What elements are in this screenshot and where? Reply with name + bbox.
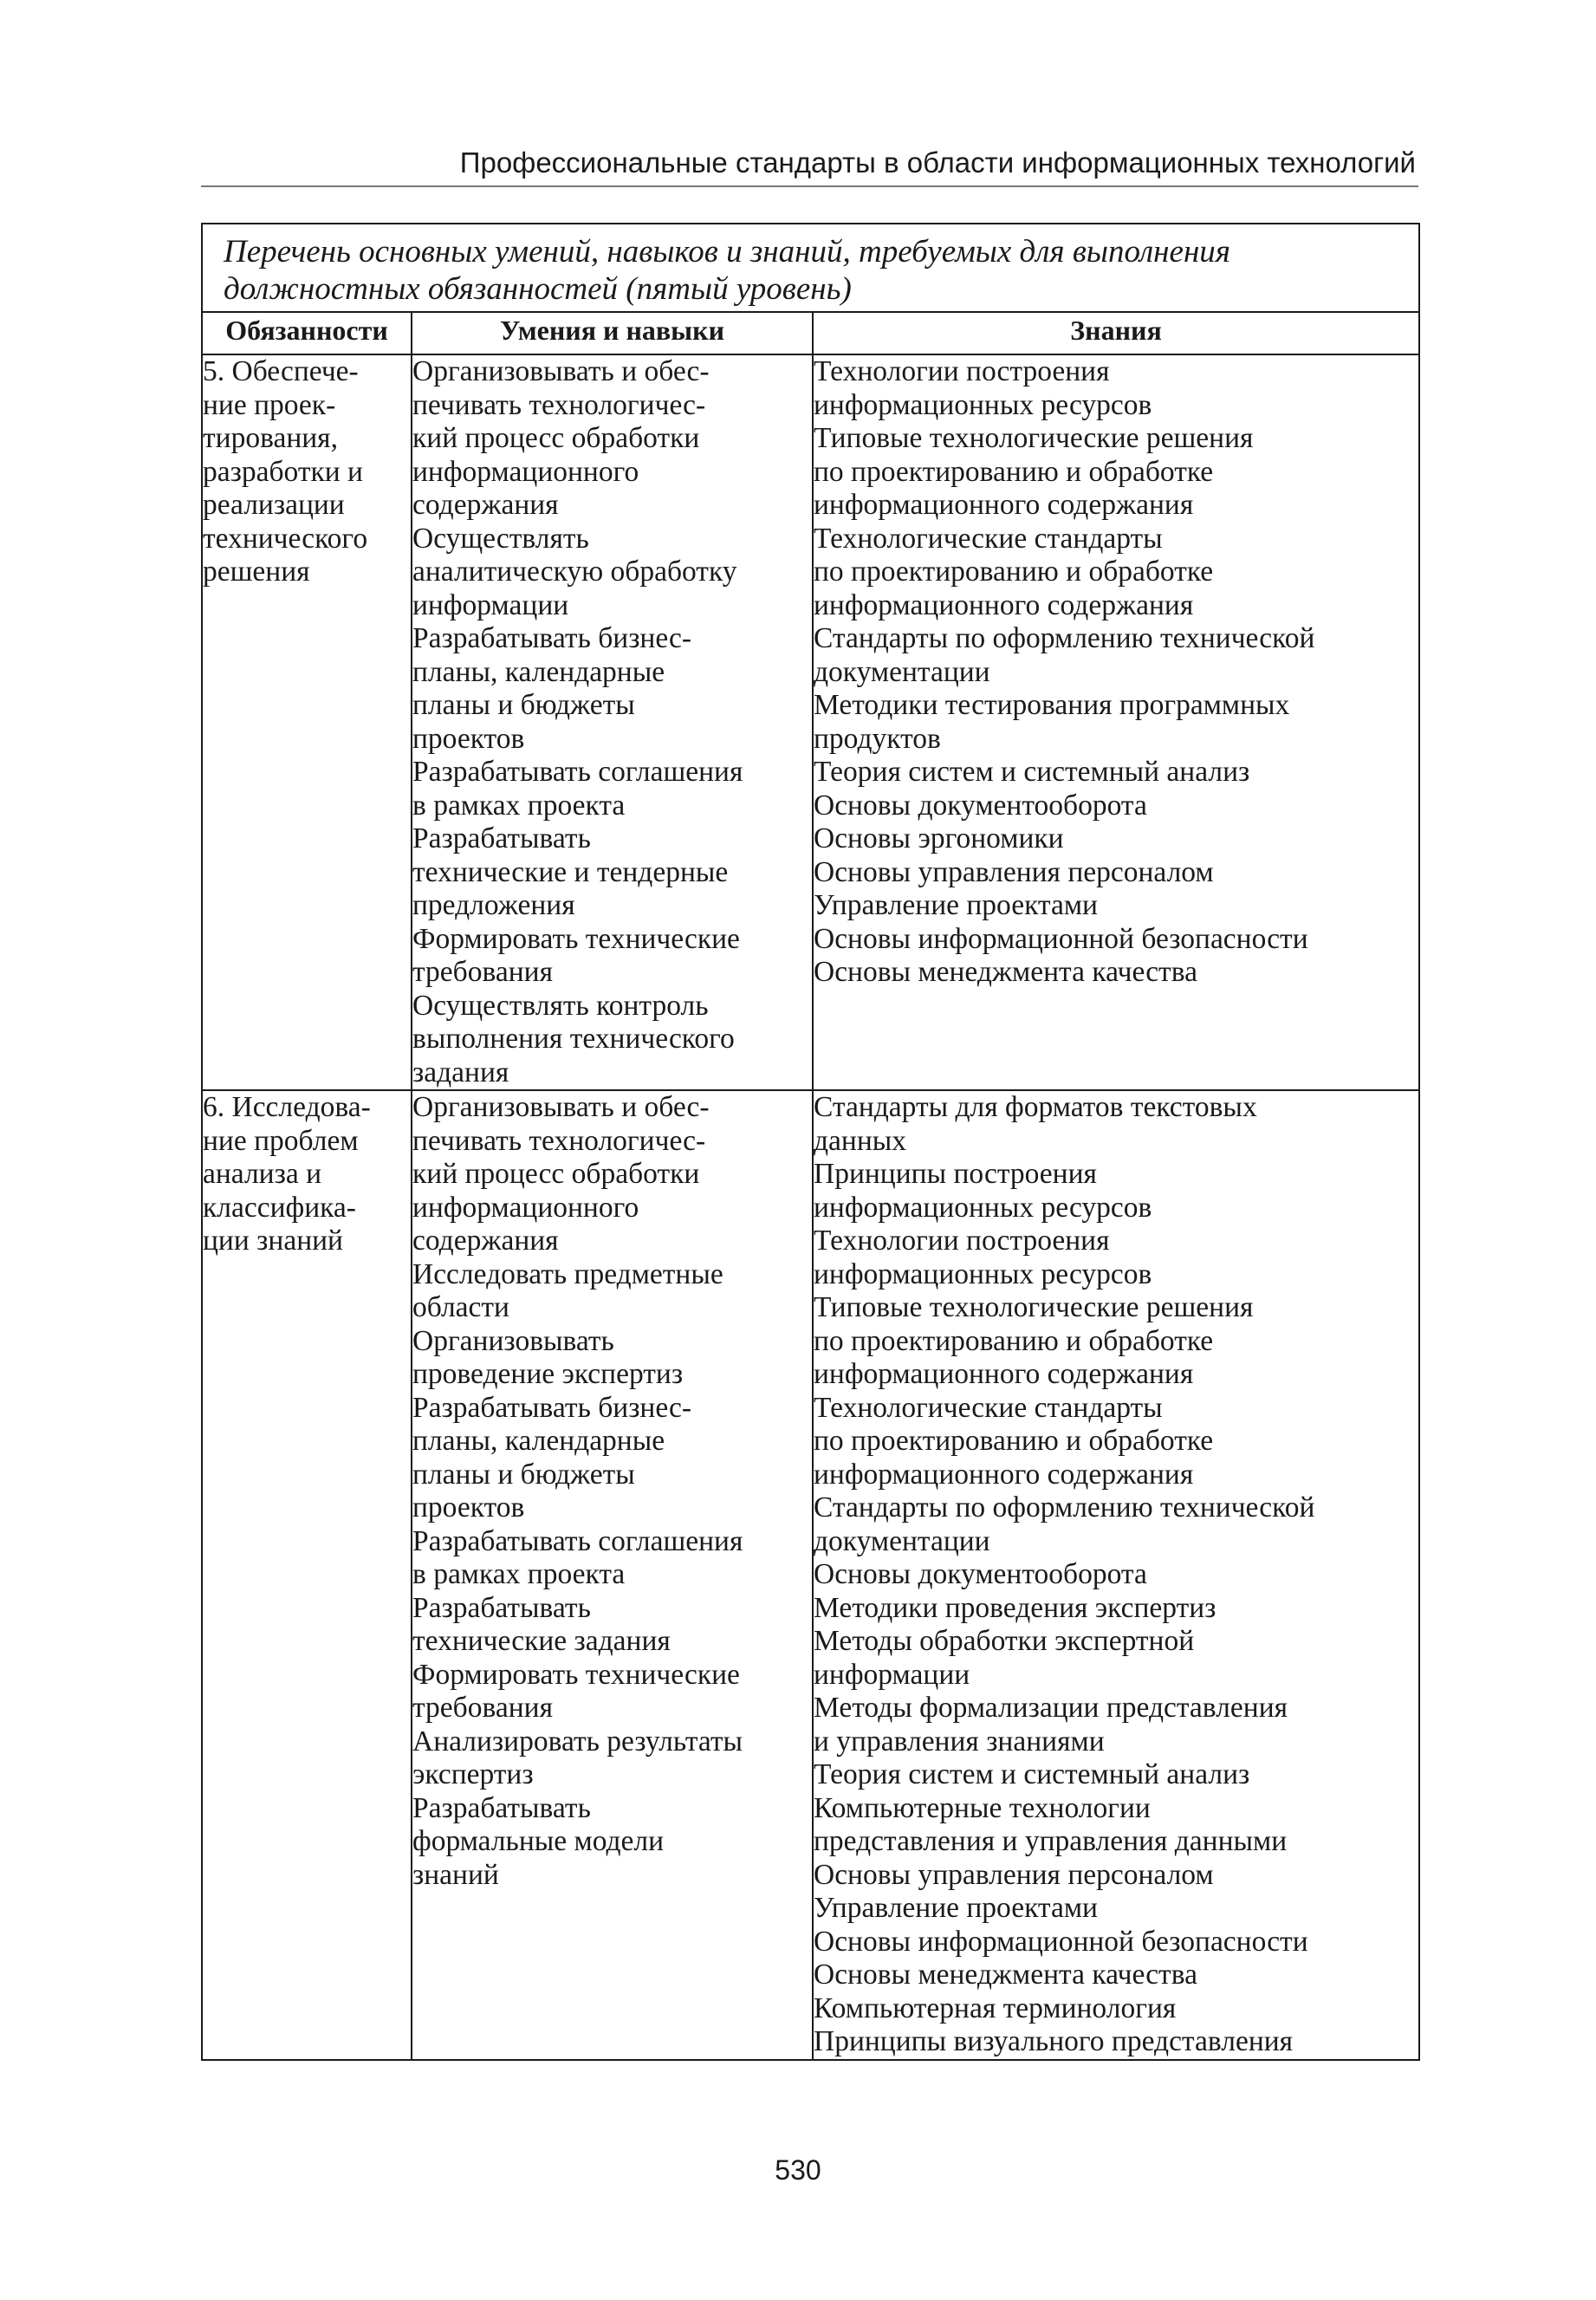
cell-line: планы и бюджеты bbox=[412, 689, 635, 721]
cell-line: Разрабатывать bbox=[412, 1791, 591, 1824]
cell-line: формальные модели bbox=[412, 1825, 665, 1857]
cell-line: Организовывать и обес- bbox=[412, 355, 710, 387]
cell-line: Разрабатывать bbox=[412, 1591, 591, 1624]
cell-line: Организовывать и обес- bbox=[412, 1091, 710, 1123]
cell-line: Технологические стандарты bbox=[814, 522, 1163, 555]
cell-line: проведение экспертиз bbox=[412, 1358, 684, 1390]
cell-line: по проектированию и обработке bbox=[814, 1425, 1214, 1457]
duty-cell bbox=[202, 354, 412, 1090]
cell-line: Методы формализации представления bbox=[814, 1692, 1288, 1724]
cell-line: информационного содержания bbox=[814, 1458, 1194, 1491]
cell-line: кий процесс обработки bbox=[412, 422, 700, 454]
cell-line: Разрабатывать бизнес- bbox=[412, 1391, 692, 1424]
cell-line: Технологии построения bbox=[814, 355, 1110, 387]
cell-line: планы, календарные bbox=[412, 655, 665, 688]
cell-line: информационного содержания bbox=[814, 588, 1194, 621]
cell-line: Типовые технологические решения bbox=[814, 422, 1254, 454]
knowledge-cell bbox=[813, 354, 1419, 1090]
cell-line: Основы информационной безопасности bbox=[814, 1925, 1308, 1958]
cell-line: Исследовать предметные bbox=[412, 1257, 723, 1290]
cell-line: области bbox=[412, 1291, 509, 1323]
header-rule bbox=[201, 185, 1418, 187]
cell-line: Принципы визуального представления bbox=[814, 2025, 1294, 2057]
cell-line: технические и тендерные bbox=[412, 855, 729, 888]
cell-line: знаний bbox=[412, 1858, 499, 1891]
cell-line: Управление проектами bbox=[814, 1892, 1098, 1924]
cell-line: информационных ресурсов bbox=[814, 388, 1152, 421]
cell-line: Организовывать bbox=[412, 1324, 614, 1357]
cell-line: по проектированию и обработке bbox=[814, 1324, 1214, 1357]
cell-line: выполнения технического bbox=[412, 1023, 735, 1055]
cell-line: Стандарты для форматов текстовых bbox=[814, 1091, 1257, 1123]
cell-line: Основы управления персоналом bbox=[814, 855, 1214, 888]
cell-line: информационного bbox=[412, 455, 639, 488]
cell-line: Стандарты по оформлению технической bbox=[814, 1491, 1315, 1524]
cell-line: Типовые технологические решения bbox=[814, 1291, 1254, 1323]
cell-line: Основы информационной безопасности bbox=[814, 922, 1308, 955]
cell-line: Формировать технические bbox=[412, 922, 740, 955]
cell-line: кий процесс обработки bbox=[412, 1158, 700, 1190]
table-row bbox=[202, 354, 1419, 1090]
cell-line: Методики тестирования программных bbox=[814, 689, 1290, 721]
cell-line: содержания bbox=[412, 489, 559, 521]
cell-line: планы, календарные bbox=[412, 1425, 665, 1457]
cell-line: Компьютерная терминология bbox=[814, 1991, 1177, 2024]
duty-cell bbox=[202, 1090, 412, 2060]
cell-line: документации bbox=[814, 655, 990, 688]
cell-line: в рамках проекта bbox=[412, 1558, 626, 1590]
cell-line: Разрабатывать соглашения bbox=[412, 756, 743, 788]
cell-line: Осуществлять контроль bbox=[412, 989, 709, 1022]
cell-line: проектов bbox=[412, 1491, 525, 1524]
cell-line: проектов bbox=[412, 722, 525, 755]
cell-line: 6. Исследова- bbox=[203, 1091, 371, 1123]
cell-line: Методы обработки экспертной bbox=[814, 1625, 1195, 1657]
cell-line: информационного содержания bbox=[814, 489, 1194, 521]
cell-line: печивать технологичес- bbox=[412, 1124, 706, 1157]
cell-line: задания bbox=[412, 1056, 509, 1088]
cell-line: печивать технологичес- bbox=[412, 388, 706, 421]
cell-line: и управления знаниями bbox=[814, 1725, 1105, 1757]
cell-line: Принципы построения bbox=[814, 1158, 1097, 1190]
cell-line: Управление проектами bbox=[814, 889, 1098, 921]
cell-line: решения bbox=[203, 556, 310, 588]
caption-row bbox=[202, 224, 1419, 312]
cell-line: Основы менеджмента качества bbox=[814, 956, 1197, 988]
caption-line: Перечень основных умений, навыков и знаний, требуемых для выполнения bbox=[224, 234, 1230, 270]
cell-line: реализации bbox=[203, 489, 345, 521]
column-header-duties: Обязанности bbox=[202, 312, 412, 354]
table-caption bbox=[202, 224, 1419, 312]
cell-line: Основы документооборота bbox=[814, 789, 1147, 822]
cell-line: требования bbox=[412, 1692, 553, 1724]
cell-line: Технологии построения bbox=[814, 1225, 1110, 1257]
table-row bbox=[202, 1090, 1419, 2060]
cell-line: Основы менеджмента качества bbox=[814, 1959, 1197, 1991]
header-row bbox=[202, 312, 1419, 354]
cell-line: Основы управления персоналом bbox=[814, 1858, 1214, 1891]
column-header-skills: Умения и навыки bbox=[412, 312, 813, 354]
page-number: 530 bbox=[775, 2154, 821, 2186]
cell-line: технического bbox=[203, 522, 368, 555]
cell-line: Осуществлять bbox=[412, 522, 589, 555]
skills-cell bbox=[412, 354, 813, 1090]
cell-line: ние проблем bbox=[203, 1124, 359, 1157]
cell-line: тирования, bbox=[203, 422, 338, 454]
cell-line: технические задания bbox=[412, 1625, 671, 1657]
cell-line: Основы документооборота bbox=[814, 1558, 1147, 1590]
cell-line: Разрабатывать bbox=[412, 822, 591, 854]
cell-line: Компьютерные технологии bbox=[814, 1791, 1151, 1824]
cell-line: Разрабатывать соглашения bbox=[412, 1524, 743, 1557]
cell-line: содержания bbox=[412, 1225, 559, 1257]
cell-line: Теория систем и системный анализ bbox=[814, 756, 1250, 788]
cell-line: информационных ресурсов bbox=[814, 1257, 1152, 1290]
cell-line: документации bbox=[814, 1524, 990, 1557]
cell-line: по проектированию и обработке bbox=[814, 455, 1214, 488]
cell-line: анализа и bbox=[203, 1158, 322, 1190]
cell-line: по проектированию и обработке bbox=[814, 556, 1214, 588]
cell-line: ции знаний bbox=[203, 1225, 343, 1257]
cell-line: данных bbox=[814, 1124, 907, 1157]
cell-line: Теория систем и системный анализ bbox=[814, 1758, 1250, 1790]
cell-line: Анализировать результаты bbox=[412, 1725, 743, 1757]
cell-line: ние проек- bbox=[203, 388, 336, 421]
cell-line: информационного содержания bbox=[814, 1358, 1194, 1390]
cell-line: разработки и bbox=[203, 455, 363, 488]
cell-line: информации bbox=[814, 1658, 970, 1691]
column-header-knowledge: Знания bbox=[813, 312, 1419, 354]
competency-table bbox=[201, 223, 1420, 2061]
cell-line: экспертиз bbox=[412, 1758, 534, 1790]
cell-line: аналитическую обработку bbox=[412, 556, 737, 588]
cell-line: Технологические стандарты bbox=[814, 1391, 1163, 1424]
cell-line: информации bbox=[412, 588, 569, 621]
cell-line: классифика- bbox=[203, 1191, 356, 1224]
cell-line: требования bbox=[412, 956, 553, 988]
cell-line: 5. Обеспече- bbox=[203, 355, 359, 387]
cell-line: в рамках проекта bbox=[412, 789, 626, 822]
cell-line: Разрабатывать бизнес- bbox=[412, 622, 692, 654]
cell-line: продуктов bbox=[814, 722, 941, 755]
skills-cell bbox=[412, 1090, 813, 2060]
cell-line: информационного bbox=[412, 1191, 639, 1224]
cell-line: Формировать технические bbox=[412, 1658, 740, 1691]
running-header: Профессиональные стандарты в области информационных технологий bbox=[459, 146, 1416, 179]
knowledge-cell bbox=[813, 1090, 1419, 2060]
cell-line: информационных ресурсов bbox=[814, 1191, 1152, 1224]
cell-line: Методики проведения экспертиз bbox=[814, 1591, 1216, 1624]
cell-line: Стандарты по оформлению технической bbox=[814, 622, 1315, 654]
cell-line: планы и бюджеты bbox=[412, 1458, 635, 1491]
cell-line: Основы эргономики bbox=[814, 822, 1064, 854]
cell-line: представления и управления данными bbox=[814, 1825, 1288, 1857]
cell-line: предложения bbox=[412, 889, 575, 921]
caption-line: должностных обязанностей (пятый уровень) bbox=[224, 271, 852, 307]
